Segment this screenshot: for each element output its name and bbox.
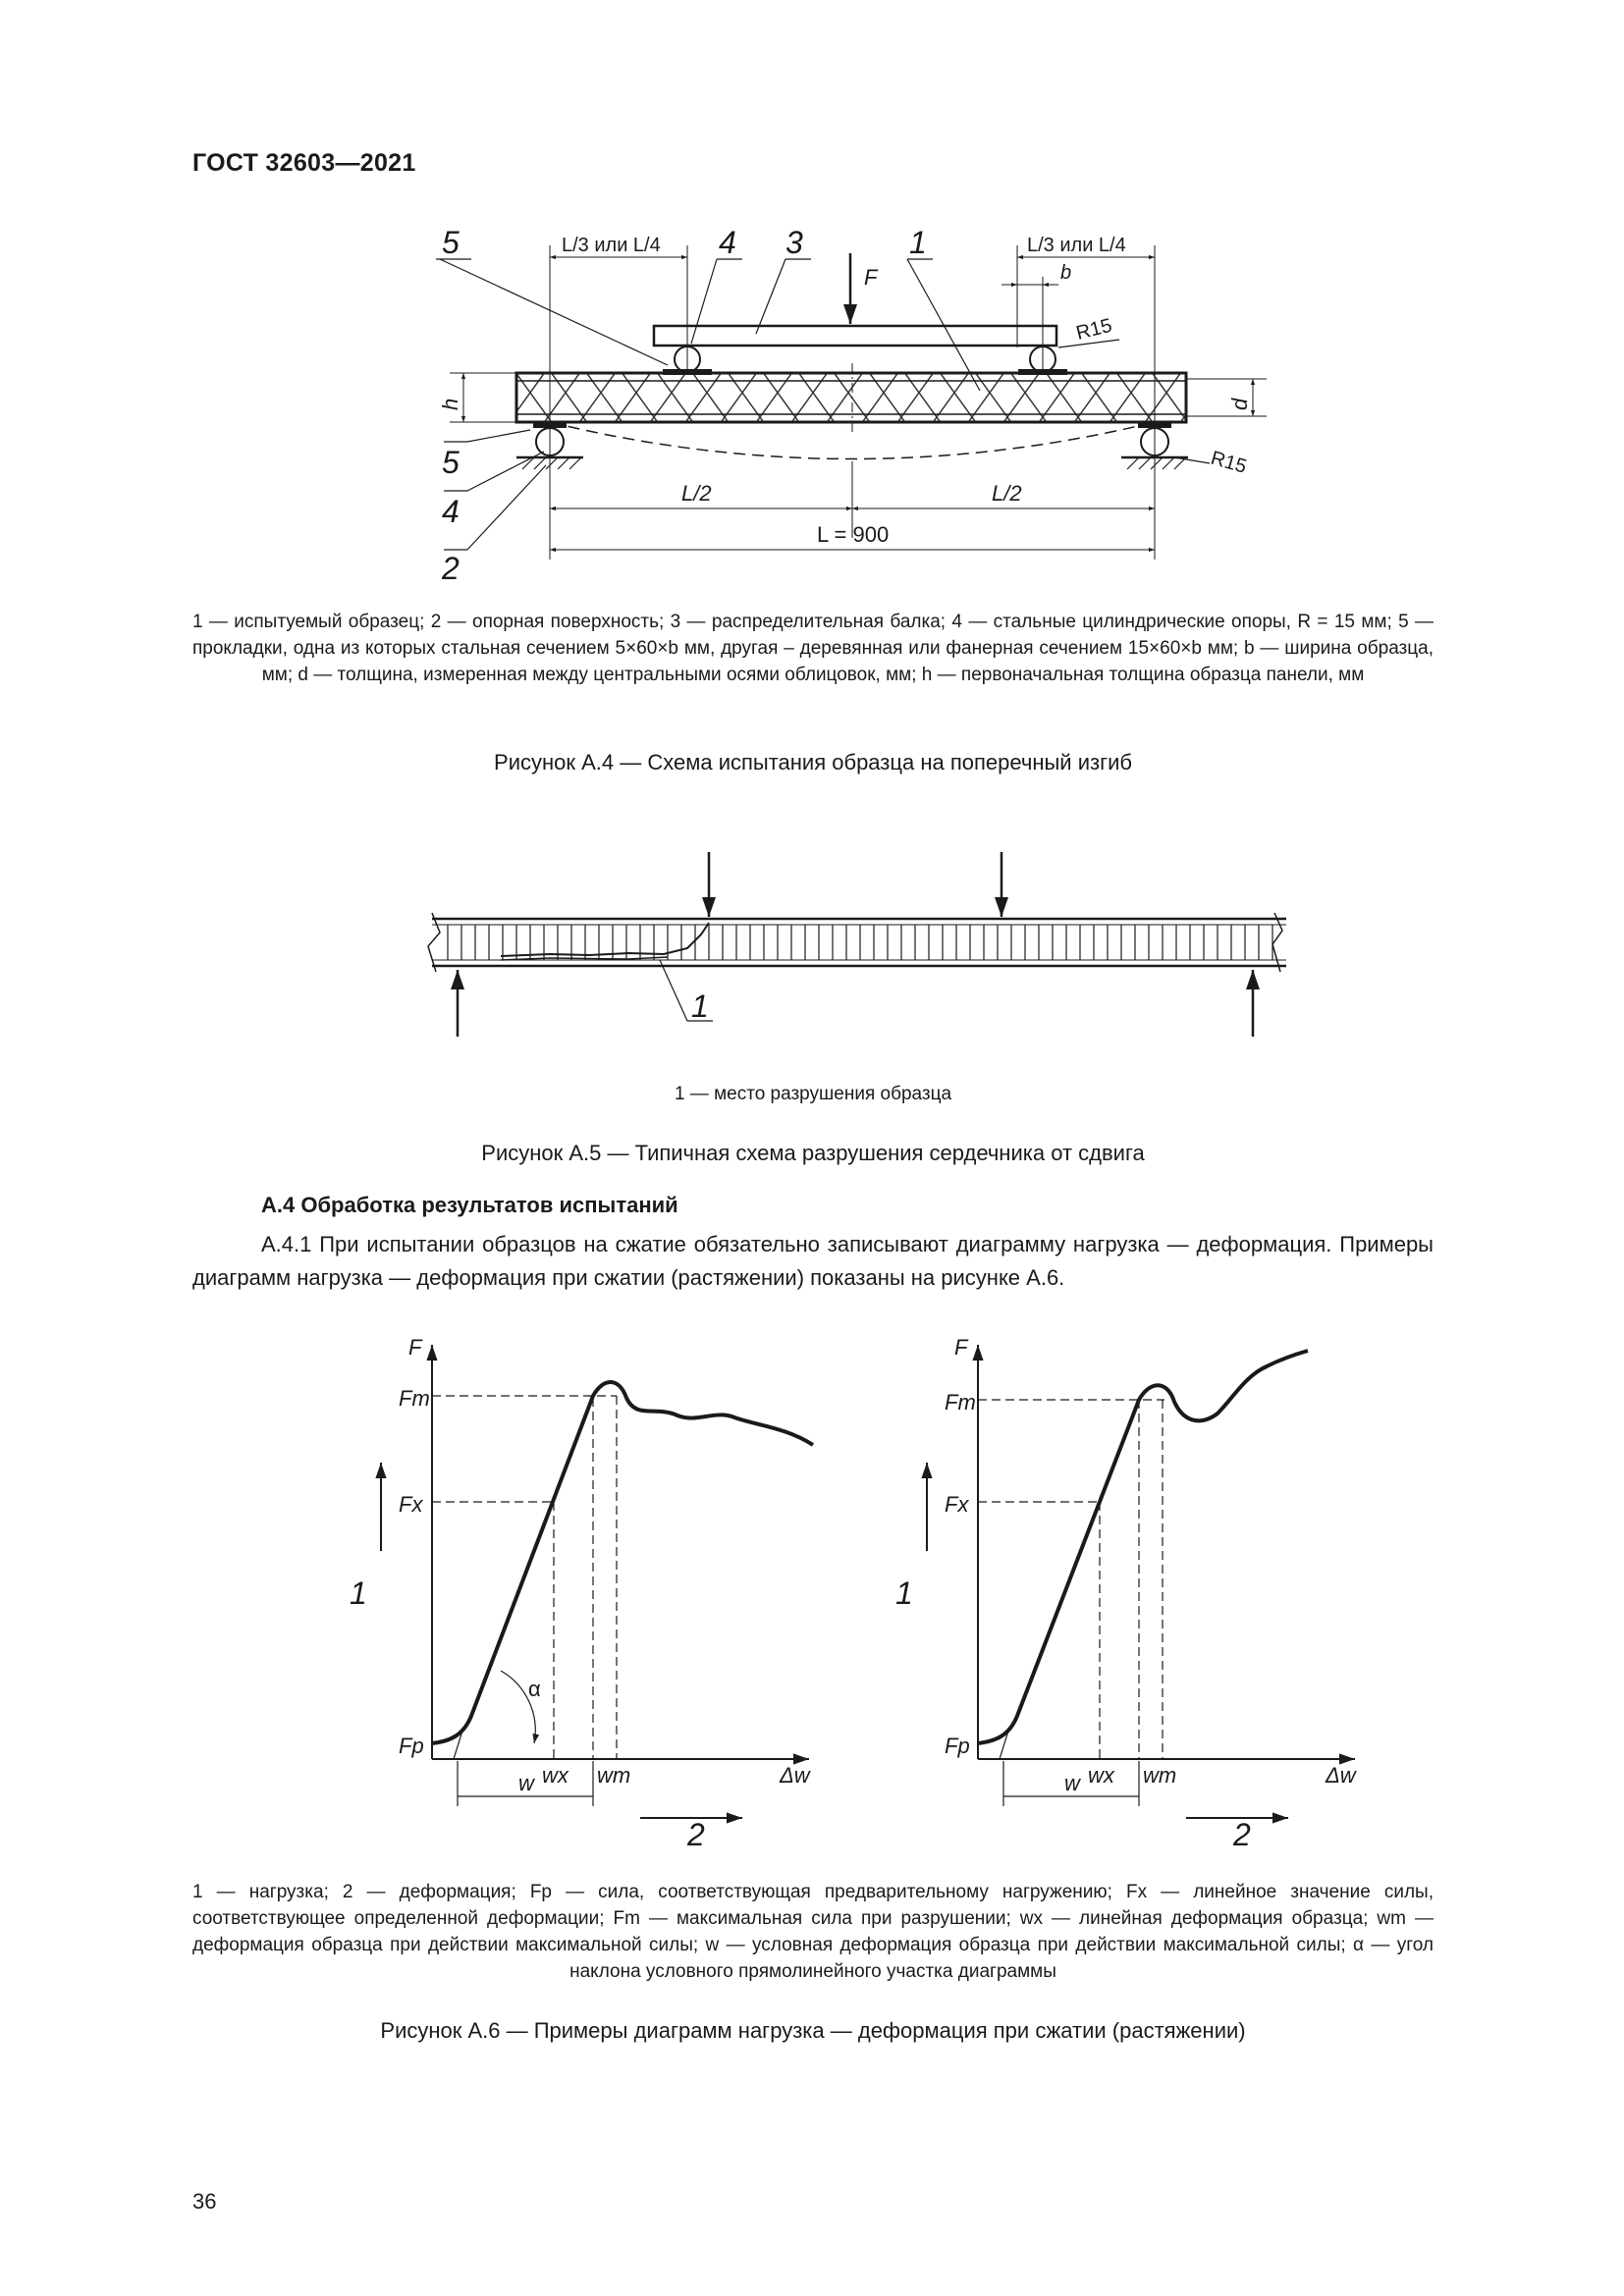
fig4-caption: Рисунок А.4 — Схема испытания образца на поперечный изгиб: [494, 750, 1132, 774]
fig4-label-5-top: 5: [442, 225, 460, 260]
fig4-label-r15-bottom: R15: [1208, 447, 1249, 478]
fig4-label-h: h: [438, 398, 462, 410]
fig4-label-4-top: 4: [719, 225, 736, 260]
fig6-right-label-wm: wm: [1143, 1763, 1177, 1788]
fig4-label-4-bottom: 4: [442, 494, 460, 529]
fig6-right-label-dw: Δw: [1326, 1763, 1356, 1788]
fig6-left-label-alpha: α: [528, 1677, 541, 1701]
fig6-right-label-f: F: [954, 1335, 968, 1360]
fig6-right-label-1: 1: [895, 1575, 913, 1611]
fig4-label-3: 3: [785, 225, 803, 260]
fig6-left-label-wm: wm: [597, 1763, 631, 1788]
fig6-left-label-wx: wx: [542, 1763, 568, 1788]
fig6-left-label-w: w: [518, 1771, 534, 1795]
fig6-right-label-fm: Fm: [945, 1390, 976, 1415]
fig6-left-label-2: 2: [687, 1817, 705, 1852]
fig5-legend: 1 — место разрушения образца: [674, 1084, 952, 1104]
fig6-right-label-fx: Fx: [945, 1492, 969, 1517]
fig6-right-label-fp: Fp: [945, 1734, 970, 1758]
page-number: 36: [192, 2189, 217, 2214]
figure-a6-diagrams: [0, 1315, 1624, 1865]
fig4-label-5-bottom: 5: [442, 445, 460, 480]
section-title: А.4 Обработка результатов испытаний: [261, 1193, 678, 1217]
fig4-label-d: d: [1227, 398, 1252, 410]
fig4-label-2: 2: [442, 551, 460, 586]
figure-a5-shear-failure: [0, 844, 1624, 1060]
fig4-dim-right-label: L/3 или L/4: [1027, 235, 1126, 256]
figure-a4-bending-scheme: [0, 0, 1624, 589]
fig6-right-diagram: [895, 1335, 1358, 1852]
fig4-label-1: 1: [909, 225, 927, 260]
fig6-left-diagram: [350, 1335, 813, 1852]
document-header: ГОСТ 32603—2021: [192, 149, 416, 177]
fig4-dim-half-left: L/2: [681, 481, 712, 506]
fig5-caption: Рисунок А.5 — Типичная схема разрушения сердечника от сдвига: [481, 1141, 1145, 1165]
fig4-label-r15-top: R15: [1073, 314, 1114, 345]
fig5-label-1: 1: [691, 988, 709, 1024]
fig6-right-label-w: w: [1064, 1771, 1080, 1795]
fig4-label-b: b: [1060, 262, 1072, 284]
fig6-left-label-fp: Fp: [399, 1734, 424, 1758]
fig6-left-label-fx: Fx: [399, 1492, 423, 1517]
fig6-right-label-2: 2: [1233, 1817, 1251, 1852]
fig4-dim-half-right: L/2: [992, 481, 1022, 506]
fig4-dim-left-label: L/3 или L/4: [562, 235, 661, 256]
fig6-left-label-1: 1: [350, 1575, 367, 1611]
fig4-legend: 1 — испытуемый образец; 2 — опорная поверхность; 3 — распределительная балка; 4 — стальные цилиндрические опоры, R = 15 мм; 5 — прокладки, одна из которых стальная сечением 5×60×b мм, другая – деревянная или фанерная сечением 15×60×b мм; b — ширина образца, мм; d — толщина, измеренная между центральными осями облицовок, мм; h — первоначальная толщина образца панели, мм: [192, 612, 1434, 685]
fig6-right-label-wx: wx: [1088, 1763, 1114, 1788]
section-paragraph: А.4.1 При испытании образцов на сжатие обязательно записывают диаграмму нагрузка — деформация. Примеры диаграмм нагрузка — деформация при сжатии (растяжении) показаны на рисунке А.6.: [192, 1232, 1434, 1290]
fig6-left-label-fm: Fm: [399, 1386, 430, 1411]
fig4-dim-total: L = 900: [817, 522, 890, 547]
fig6-left-label-f: F: [408, 1335, 422, 1360]
fig6-caption: Рисунок А.6 — Примеры диаграмм нагрузка — деформация при сжатии (растяжении): [380, 2018, 1246, 2043]
fig6-left-label-dw: Δw: [780, 1763, 810, 1788]
fig4-label-force: F: [864, 265, 878, 290]
fig6-legend: 1 — нагрузка; 2 — деформация; Fp — сила, соответствующая предварительному нагружению; Fx — линейное значение силы, соответствующее определенной деформации; Fm — максимальная сила при разрушении; wx — линейная деформация образца; wm — деформация образца при действии максимальной силы; w — условная деформация образца при действии максимальной силы; α — угол наклона условного прямолинейного участка диаграммы: [192, 1882, 1434, 1982]
